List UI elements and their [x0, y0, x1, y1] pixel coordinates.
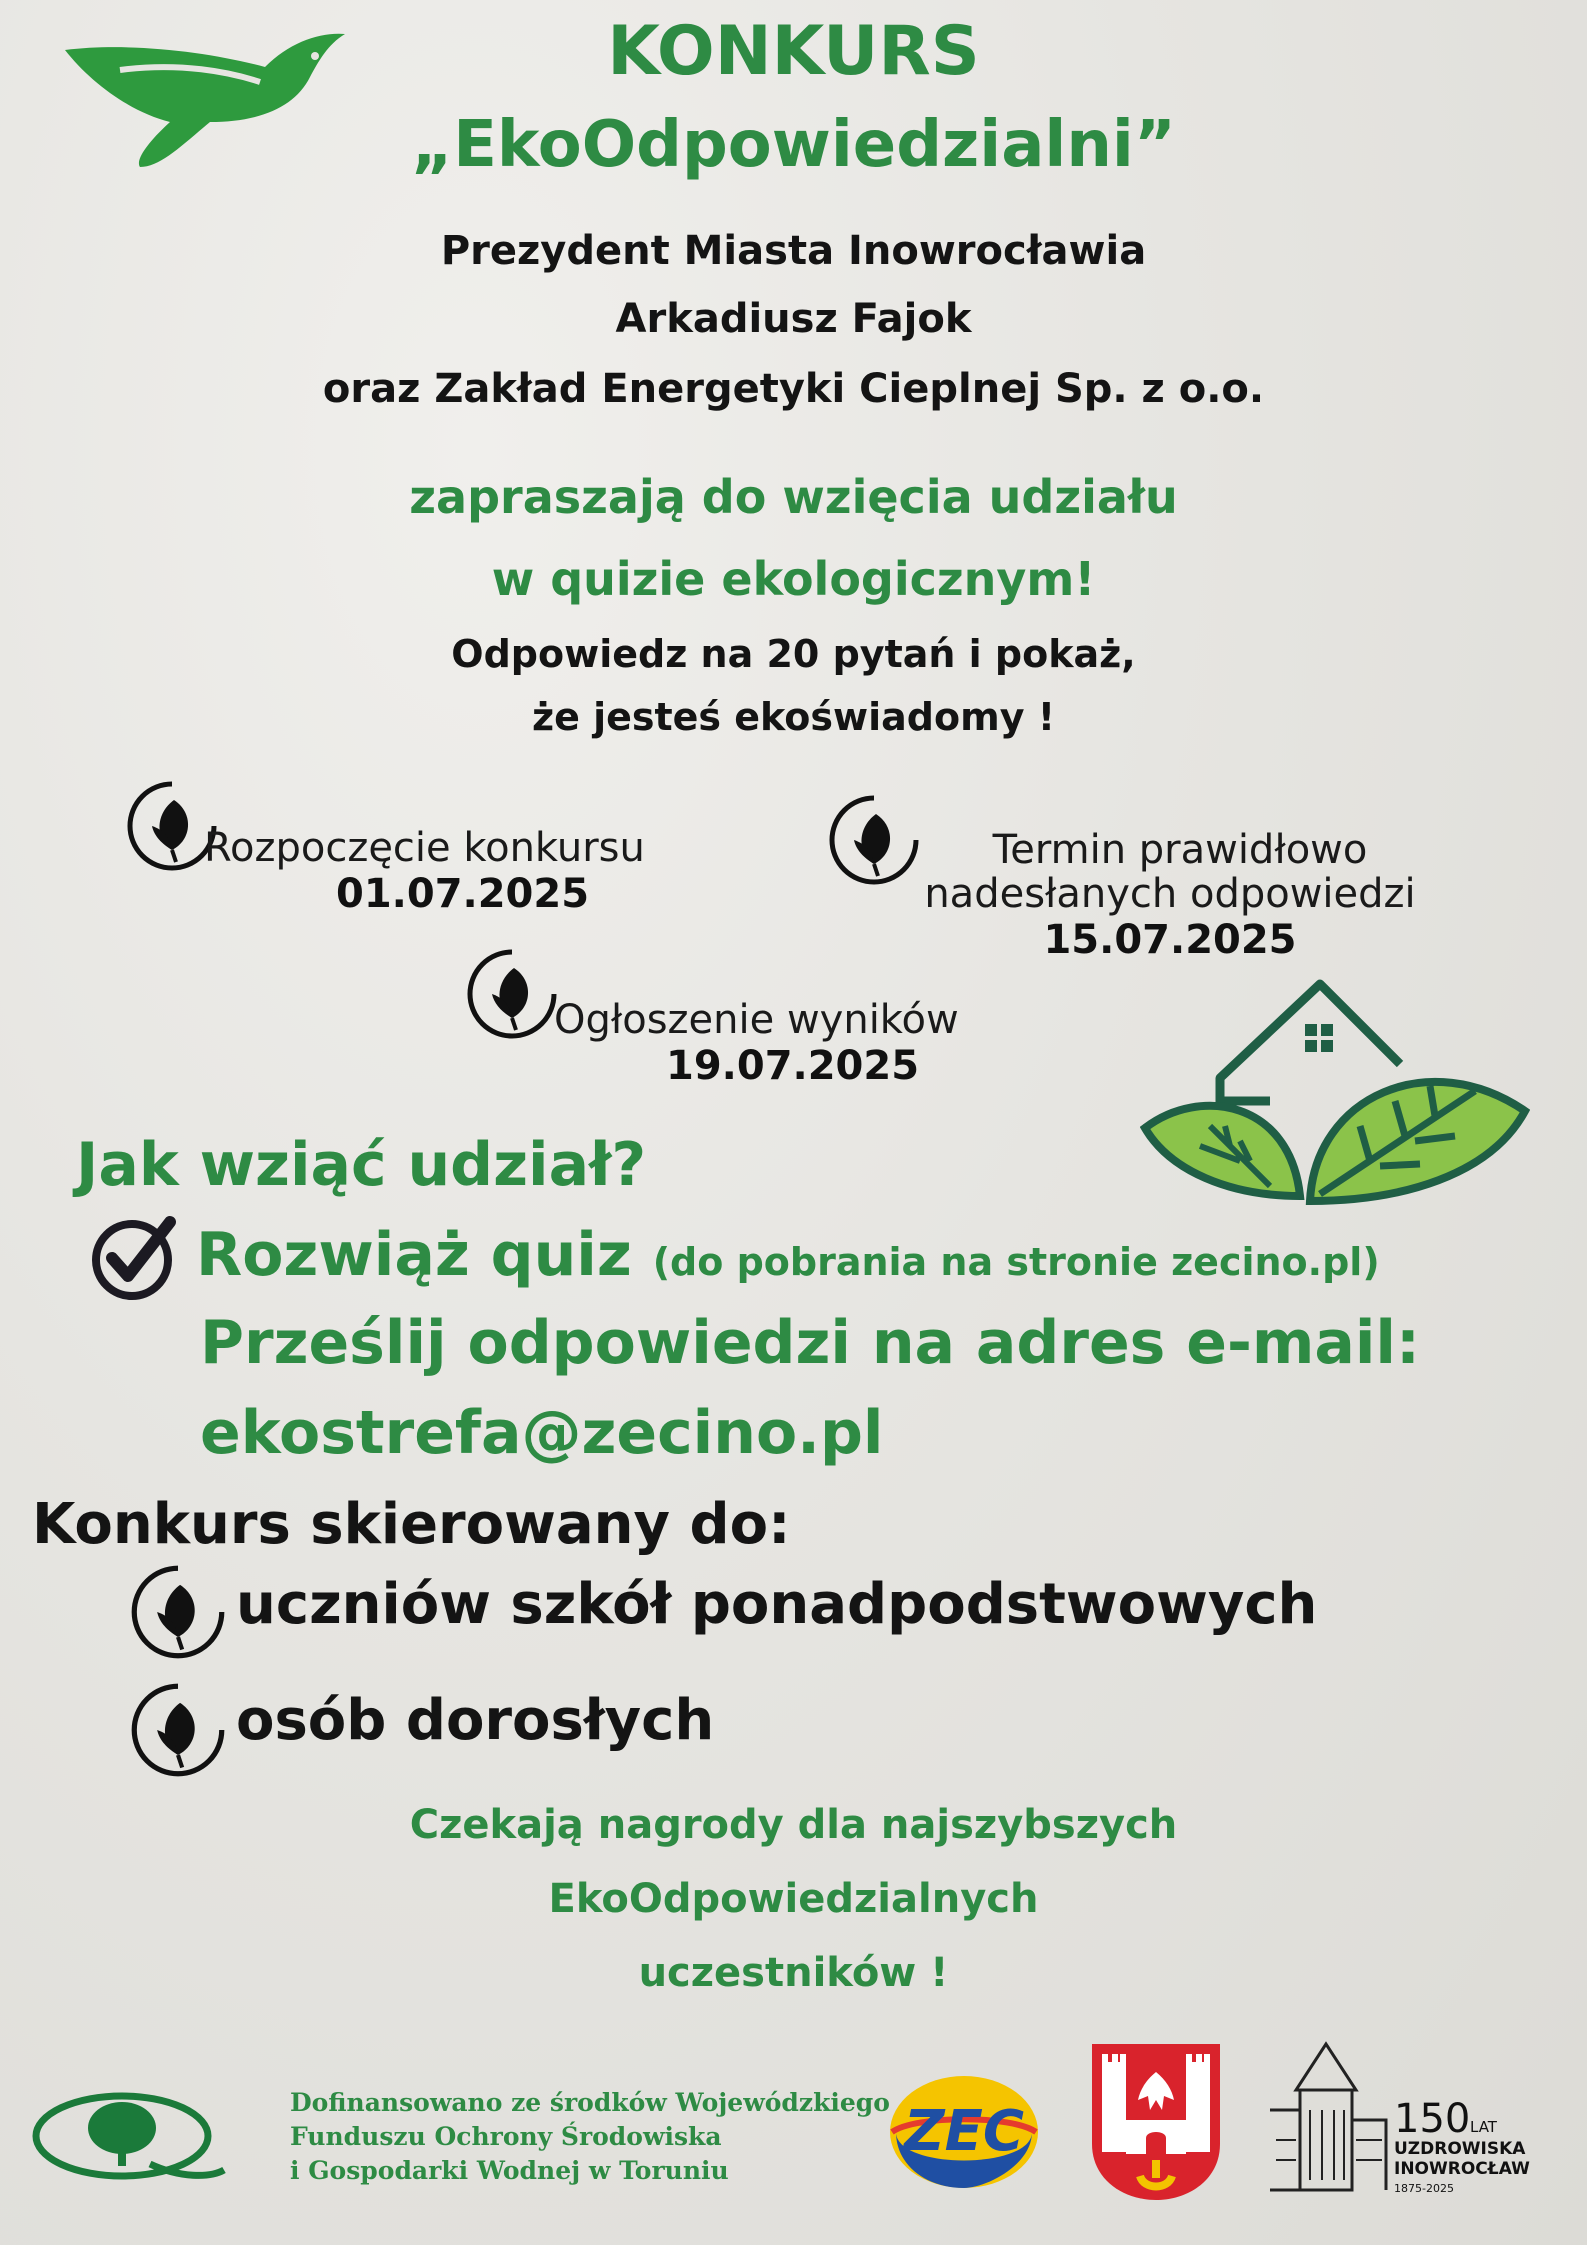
step-send-answers: Prześlij odpowiedzi na adres e-mail:: [200, 1308, 1420, 1378]
organizer-line: Arkadiusz Fajok: [615, 296, 972, 342]
prize-line: EkoOdpowiedzialnych: [548, 1876, 1039, 1922]
svg-text:ZEC: ZEC: [904, 2099, 1024, 2164]
funding-line: Dofinansowano ze środków Wojewódzkiego: [290, 2088, 890, 2117]
wfosigw-logo: [30, 2086, 226, 2186]
invitation-line: w quizie ekologicznym!: [491, 552, 1096, 606]
anniversary-line2: INOWROCŁAW: [1394, 2159, 1530, 2179]
contest-title: KONKURS: [607, 12, 980, 91]
anniversary-years: 1875-2025: [1394, 2182, 1454, 2195]
step1-note: (do pobrania na stronie zecino.pl): [652, 1240, 1380, 1284]
step1-main: Rozwiąż quiz: [196, 1220, 632, 1290]
eco-house-icon: [1140, 976, 1530, 1206]
coat-of-arms-logo: [1088, 2040, 1224, 2204]
contact-email[interactable]: ekostrefa@zecino.pl: [200, 1398, 884, 1468]
leaf-circle-icon: [128, 1680, 228, 1780]
organizer-line: Prezydent Miasta Inowrocławia: [440, 228, 1147, 274]
results-label: Ogłoszenie wyników: [554, 997, 959, 1043]
funding-line: i Gospodarki Wodnej w Toruniu: [290, 2156, 729, 2185]
quiz-description: że jesteś ekoświadomy !: [531, 695, 1056, 739]
start-date: 01.07.2025: [336, 871, 590, 917]
target-group: osób dorosłych: [236, 1688, 715, 1753]
deadline-date: 15.07.2025: [1043, 917, 1297, 963]
start-label: Rozpoczęcie konkursu: [204, 825, 645, 871]
anniversary-logo: [1266, 2040, 1556, 2200]
funding-note: [290, 2086, 890, 2188]
how-to-title: Jak wziąć udział?: [76, 1130, 647, 1200]
target-title: Konkurs skierowany do:: [32, 1492, 791, 1557]
organizer-line: oraz Zakład Energetyki Cieplnej Sp. z o.o.: [322, 366, 1265, 412]
check-circle-icon: [88, 1208, 184, 1304]
deadline-label: Termin prawidłowo: [992, 827, 1368, 873]
anniversary-number: 150: [1394, 2096, 1471, 2142]
contest-name: „EkoOdpowiedzialni”: [411, 108, 1176, 182]
zec-logo: [886, 2070, 1042, 2194]
anniversary-lat: LAT: [1470, 2118, 1497, 2136]
anniversary-line1: UZDROWISKA: [1394, 2139, 1526, 2159]
deadline-label: nadesłanych odpowiedzi: [924, 871, 1416, 917]
quiz-description: Odpowiedz na 20 pytań i pokaż,: [451, 632, 1136, 676]
results-date: 19.07.2025: [666, 1043, 920, 1089]
leaf-circle-icon: [128, 1562, 228, 1662]
invitation-line: zapraszają do wzięcia udziału: [409, 470, 1178, 524]
step-solve-quiz: [196, 1220, 1380, 1290]
prize-line: Czekają nagrody dla najszybszych: [409, 1802, 1178, 1848]
prize-line: uczestników !: [638, 1950, 949, 1996]
target-group: uczniów szkół ponadpodstwowych: [236, 1572, 1318, 1637]
funding-line: Funduszu Ochrony Środowiska: [290, 2122, 722, 2151]
leaf-circle-icon: [464, 946, 560, 1042]
